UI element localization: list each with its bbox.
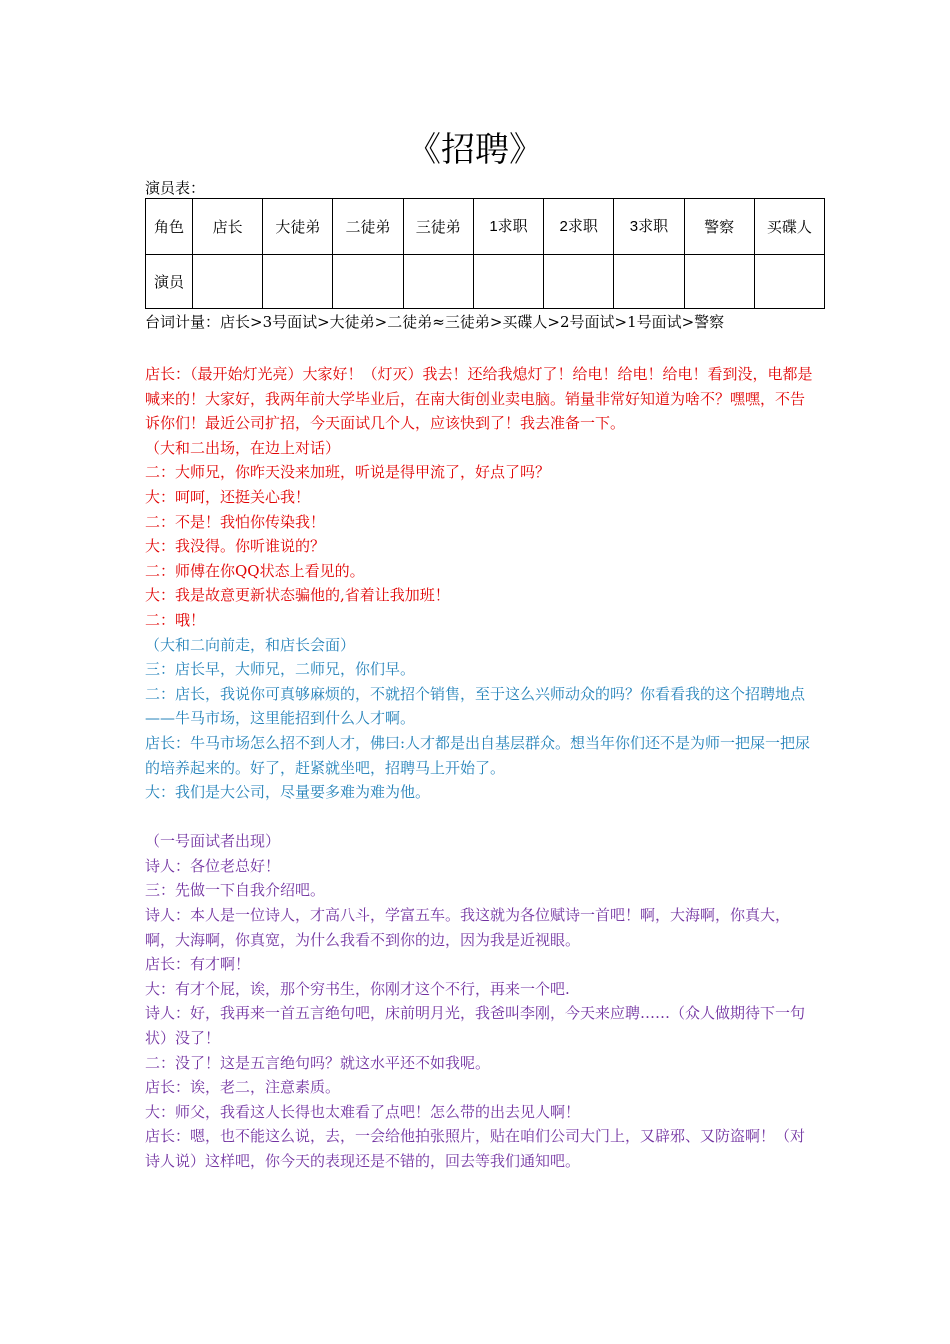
script-line: （一号面试者出现）	[145, 832, 281, 851]
script-body	[145, 362, 815, 1174]
actor-cell	[754, 255, 824, 309]
actor-cell	[403, 255, 473, 309]
cast-table	[145, 198, 825, 309]
script-line: 二：哦！	[145, 610, 206, 629]
script-line: 二：没了！这是五言绝句吗？就这水平还不如我呢。	[145, 1053, 491, 1072]
role-cell: 3求职	[614, 199, 684, 255]
actor-cell	[333, 255, 403, 309]
script-line: 二：不是！我怕你传染我！	[145, 512, 326, 531]
role-cell: 1求职	[473, 199, 543, 255]
script-line: 诗人：各位老总好！	[145, 856, 281, 875]
script-line: 大：师父，我看这人长得也太难看了点吧！怎么带的出去见人啊！	[145, 1102, 581, 1121]
lines-count-note: 台词计量：店长>3号面试>大徒弟>二徒弟≈三徒弟>买碟人>2号面试>1号面试>警察	[145, 313, 725, 331]
document-title: 《招聘》	[407, 130, 543, 170]
script-line: 二：店长，我说你可真够麻烦的，不就招个销售，至于这么兴师动众的吗？你看看我的这个招聘地点——牛马市场，这里能招到什么人才啊。	[145, 684, 806, 728]
cast-label: 演员表：	[145, 179, 206, 197]
role-cell: 三徒弟	[403, 199, 473, 255]
script-line: 店长：牛马市场怎么招不到人才，佛曰:人才都是出自基层群众。想当年你们还不是为师一把屎一把尿的培养起来的。好了，赶紧就坐吧，招聘马上开始了。	[145, 733, 811, 777]
role-cell: 买碟人	[754, 199, 824, 255]
script-line: 大：我是故意更新状态骗他的,省着让我加班！	[145, 586, 450, 605]
script-line: 二：师傅在你QQ状态上看见的。	[145, 561, 365, 580]
script-line: （大和二向前走，和店长会面）	[145, 635, 356, 654]
script-line: 三：先做一下自我介绍吧。	[145, 881, 326, 900]
script-line: 店长：（最开始灯光亮）大家好！（灯灭）我去！还给我熄灯了！给电！给电！给电！看到没，电都是喊来的！大家好，我两年前大学毕业后，在南大街创业卖电脑。销量非常好知道为啥不？嘿嘿，不告诉你们！最近公司扩招，今天面试几个人，应该快到了！我去准备一下。	[145, 365, 813, 433]
actor-cell	[263, 255, 333, 309]
actor-cell	[684, 255, 754, 309]
actor-cell	[473, 255, 543, 309]
script-line: 大：我没得。你听谁说的？	[145, 537, 326, 556]
cast-role-row	[146, 199, 825, 255]
cast-actor-row	[146, 255, 825, 309]
script-line: 诗人：本人是一位诗人，才高八斗，学富五车。我这就为各位赋诗一首吧！啊，大海啊，你真大，啊，大海啊，你真宽，为什么我看不到你的边，因为我是近视眼。	[145, 906, 791, 949]
role-cell: 二徒弟	[333, 199, 403, 255]
script-line: 二：大师兄，你昨天没来加班，听说是得甲流了，好点了吗？	[145, 463, 551, 482]
role-cell: 2求职	[544, 199, 614, 255]
script-line: 店长：诶，老二，注意素质。	[145, 1078, 341, 1097]
script-line: 店长：嗯，也不能这么说，去，一会给他拍张照片，贴在咱们公司大门上，又辟邪、又防盗啊！（对诗人说）这样吧，你今天的表现还是不错的，回去等我们通知吧。	[145, 1127, 806, 1170]
actor-cell	[193, 255, 263, 309]
blank-line	[145, 805, 815, 830]
role-row-header: 角色	[146, 199, 193, 255]
script-line: 三：店长早，大师兄，二师兄，你们早。	[145, 660, 416, 679]
role-cell: 店长	[193, 199, 263, 255]
script-line: 大：呵呵，还挺关心我！	[145, 487, 311, 506]
actor-cell	[544, 255, 614, 309]
actor-row-header: 演员	[146, 255, 193, 309]
actor-cell	[614, 255, 684, 309]
script-line: 大：有才个屁，诶，那个穷书生，你刚才这个不行，再来一个吧.	[145, 979, 570, 998]
script-line: （大和二出场，在边上对话）	[145, 438, 341, 457]
role-cell: 警察	[684, 199, 754, 255]
role-cell: 大徒弟	[263, 199, 333, 255]
script-line: 店长：有才啊！	[145, 955, 251, 974]
script-line: 大：我们是大公司，尽量要多难为难为他。	[145, 783, 431, 802]
script-line: 诗人：好，我再来一首五言绝句吧，床前明月光，我爸叫李刚，今天来应聘……（众人做期待下一句状）没了！	[145, 1004, 806, 1048]
